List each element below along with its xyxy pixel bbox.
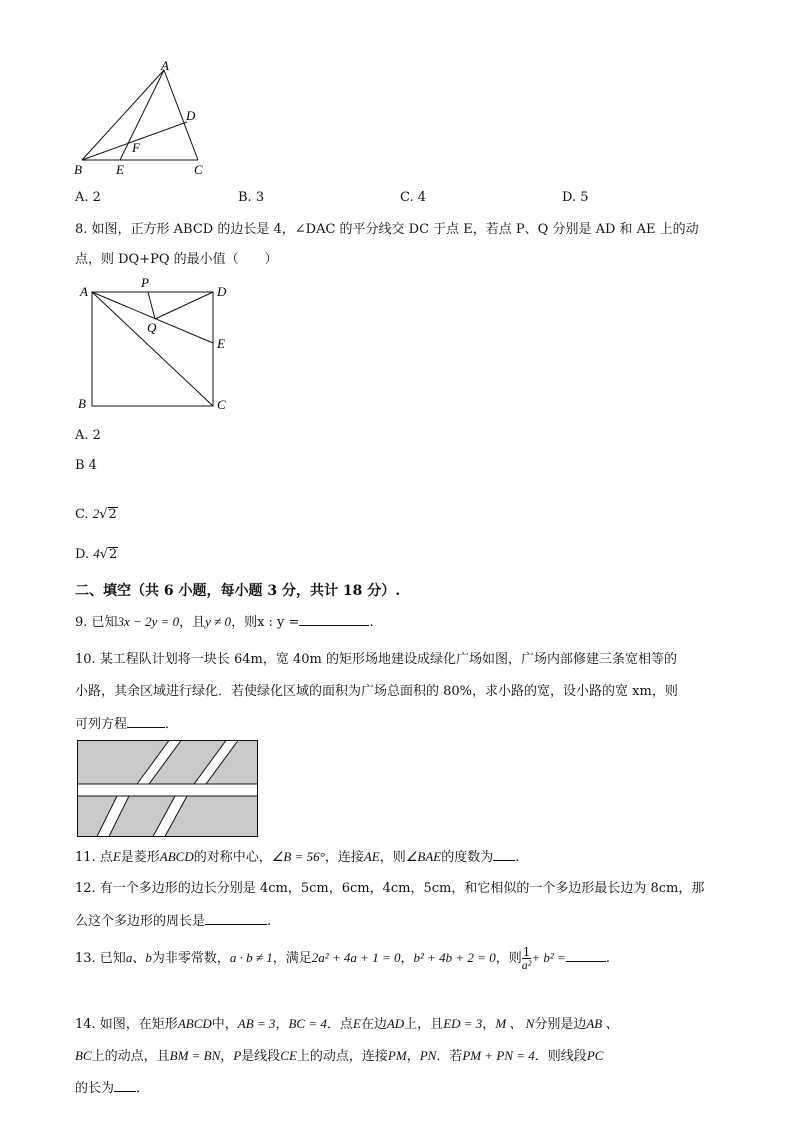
q9-mid2: ，则 (231, 615, 258, 630)
q9 (75, 613, 374, 632)
q10-end: ． (165, 717, 179, 732)
q13-fraction (522, 946, 532, 971)
q14-e: E (352, 1016, 361, 1031)
q8-line1: 8. 如图，正方形 ABCD 的边长是 4，∠DAC 的平分线交 DC 于点 E，若点 P、Q 分别是 AD 和 AE 上的动 (75, 222, 699, 237)
q8-option-c-radicand: 2 (108, 507, 117, 522)
q8-option-c (75, 506, 118, 522)
q9-mid: ，且 (179, 615, 206, 630)
q13-tail: + b² = (531, 950, 566, 965)
q14-l1-g: ， (482, 1017, 496, 1032)
q7-option-b: B. 3 (238, 190, 265, 205)
segment-pq (148, 292, 155, 319)
q9-answer-blank[interactable] (299, 613, 369, 626)
q14-l2-h: ．则线段 (534, 1049, 587, 1064)
q11 (75, 848, 519, 867)
label-A: A (80, 284, 88, 299)
q7-option-d: D. 5 (562, 190, 589, 205)
q12-answer-blank[interactable] (205, 912, 267, 925)
q10-answer-blank[interactable] (127, 715, 165, 728)
q13-answer-blank[interactable] (566, 949, 606, 962)
q8-option-d-radicand: 2 (109, 547, 118, 562)
q14-ad: AD (386, 1016, 405, 1031)
q14-pc: PC (586, 1048, 604, 1063)
q8-line2: 点，则 DQ+PQ 的最小值（ ） (75, 252, 278, 267)
q9-ratio: x : y = (257, 615, 300, 630)
q14-l1-c: ， (275, 1017, 289, 1032)
q14-p: P (233, 1048, 242, 1063)
section-title-fill-in: 二、填空（共 6 小题，每小题 3 分，共计 18 分）. (75, 583, 401, 599)
q11-end: . (515, 850, 520, 865)
q9-equation: 3x − 2y = 0 (117, 614, 180, 629)
label-D: D (217, 284, 227, 299)
q14-l2-c: ， (220, 1049, 234, 1064)
figure-q7-triangle (70, 60, 220, 180)
q13-sep: 、 (132, 951, 146, 966)
q10-line2: 小路，其余区域进行绿化．若使绿化区域的面积为广场总面积的 80%，求小路的宽，设小路的宽 xm，则 (75, 684, 678, 699)
q14-bc: BC = 4 (288, 1016, 327, 1031)
q13-t3: ， (400, 951, 414, 966)
q14-pn: PN (419, 1048, 437, 1063)
q8-option-a: A. 2 (75, 428, 101, 443)
label-D: D (186, 108, 196, 123)
segment-dq (155, 292, 213, 319)
q13-t4: ，则 (495, 951, 522, 966)
q14-answer-blank[interactable] (114, 1079, 136, 1092)
q12-line2-text: 么这个多边形的周长是 (75, 914, 206, 929)
q14-mn: M 、 N (495, 1016, 535, 1031)
q8-option-c-prefix: C. (75, 507, 93, 522)
q13-cond: a · b ≠ 1 (229, 950, 273, 965)
q10-line1: 10. 某工程队计划将一块长 64m，宽 40m 的矩形场地建设成绿化广场如图，广场内部修建三条宽相等的 (75, 652, 677, 667)
q11-t2: 的对称中心， (193, 850, 272, 865)
q14-ab2: AB 、 (586, 1016, 619, 1031)
q14-l2-d: 是线段 (241, 1049, 281, 1064)
q12-end: . (267, 914, 272, 929)
q11-t1: 是菱形 (120, 850, 160, 865)
q14-ed: ED = 3 (443, 1016, 483, 1031)
label-Q: Q (147, 320, 157, 335)
q14-bc2: BC (75, 1048, 92, 1063)
q14-end: ． (136, 1081, 150, 1096)
q14-ab: AB = 3 (237, 1016, 276, 1031)
q14-l2-f: ， (406, 1049, 420, 1064)
label-C: C (217, 397, 226, 412)
q14-l1-a: 14. 如图，在矩形 (75, 1017, 178, 1032)
q14-pm: PM (387, 1048, 407, 1063)
q11-t4: ，则 (379, 850, 406, 865)
q14-line2 (75, 1047, 603, 1066)
q13 (75, 946, 610, 971)
q14-l1-d: ．点 (326, 1017, 353, 1032)
bisector-ae (92, 292, 213, 343)
q14-l1-f: 上，且 (404, 1017, 444, 1032)
q11-point-e: E (112, 849, 121, 864)
q14-l2-b: 上的动点，且 (91, 1049, 170, 1064)
q9-prefix: 9. 已知 (75, 615, 118, 630)
q14-ce: CE (280, 1048, 297, 1063)
q13-eq2: b² + 4b + 2 = 0 (413, 950, 496, 965)
q13-t1: 为非零常数， (151, 951, 230, 966)
q13-b: b (145, 950, 152, 965)
q14-line1 (75, 1015, 618, 1034)
q9-end: . (369, 615, 374, 630)
q13-end: . (605, 951, 610, 966)
q12-line1: 12. 有一个多边形的边长分别是 4cm，5cm，6cm，4cm，5cm，和它相似的一个多边形最长边为 8cm，那 (75, 881, 705, 896)
q13-frac-num: 1 (522, 945, 531, 959)
q11-prefix: 11. 点 (75, 850, 113, 865)
figure-q10-plaza (77, 740, 259, 838)
q11-bae: ∠BAE (405, 849, 442, 864)
q12-line2 (75, 912, 271, 931)
q10-line3-text: 可列方程 (75, 717, 128, 732)
q14-bmbn: BM = BN (169, 1048, 221, 1063)
sqrt-sign: √ (99, 547, 109, 562)
q8-option-d-coef: 4 (93, 546, 100, 561)
label-C: C (194, 162, 203, 177)
q9-condition: y ≠ 0 (205, 614, 232, 629)
q14-l3: 的长为 (75, 1081, 115, 1096)
label-B: B (74, 162, 82, 177)
q14-line3 (75, 1079, 149, 1098)
q11-t5: 的度数为 (441, 850, 494, 865)
edge-ab (82, 70, 164, 160)
label-E: E (116, 162, 124, 177)
label-A: A (161, 60, 169, 73)
q11-angle: ∠B = 56° (271, 849, 325, 864)
q14-abcd: ABCD (177, 1016, 212, 1031)
q14-l1-h: 分别是边 (534, 1017, 587, 1032)
q8-option-d-prefix: D. (75, 547, 94, 562)
q8-option-d (75, 546, 118, 562)
q7-option-a: A. 2 (75, 190, 101, 205)
q14-l2-g: ．若 (436, 1049, 463, 1064)
q7-option-c: C. 4 (400, 190, 427, 205)
label-E: E (217, 336, 225, 351)
sqrt-sign: √ (99, 507, 108, 522)
q13-a: a (125, 950, 133, 965)
q13-eq1: 2a² + 4a + 1 = 0 (311, 950, 401, 965)
q14-l1-e: 在边 (360, 1017, 387, 1032)
label-B: B (78, 396, 86, 411)
label-F: F (132, 140, 140, 155)
q14-l2-e: 上的动点，连接 (296, 1049, 388, 1064)
q13-prefix: 13. 已知 (75, 951, 126, 966)
q8-option-c-coef: 2 (92, 506, 100, 521)
figure-q8-square (70, 276, 240, 416)
horizontal-road (78, 784, 258, 796)
q11-abcd: ABCD (159, 849, 194, 864)
q11-answer-blank[interactable] (493, 848, 515, 861)
q8-option-b: B 4 (75, 458, 97, 473)
q13-t2: ，满足 (272, 951, 312, 966)
q13-frac-den: a² (521, 958, 532, 972)
q14-l1-b: 中， (211, 1017, 238, 1032)
label-P: P (141, 276, 149, 290)
q11-ae: AE (363, 849, 380, 864)
q11-t3: ，连接 (324, 850, 364, 865)
q10-line3 (75, 715, 178, 734)
q14-sum: PM + PN = 4 (462, 1048, 535, 1063)
segment-ae (120, 70, 164, 160)
